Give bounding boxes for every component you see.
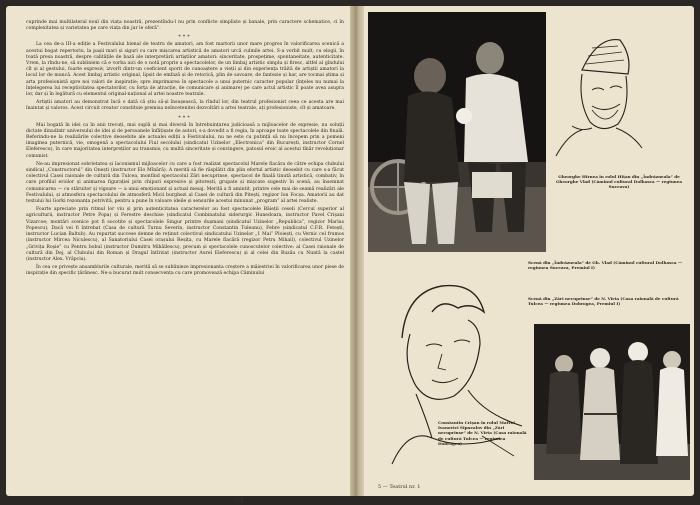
caption-indrazneala-scene: Scenă din „Îndrăzneala” de Gh. Vlad (Căminul cultural Dolhasca — regiunea Suceava, Premiul I) [528,260,683,271]
page-footer: 5 — Teatrul nr. 1 [378,484,421,490]
caption-gheorghe-hirnea: Gheorghe Hîrnea în rolul Hițan din „Îndrăzneala” de Gheorghe Vlad (Căminul cultural Dolhasca — regiunea Suceava) [555,174,683,190]
right-page [368,6,694,496]
stage-photo-top [368,12,546,252]
section-separator: *** [178,114,192,121]
paragraph-intro: cuprinde mai multilateral noul din viața noastră, prezentîndu-l nu prin conflicte simpliste și banale, prin caractere schematice, ci în complexitatea și varietatea pe care viața din jur le oferă”. [26,20,344,32]
page-number: 64 [234,496,245,505]
book-gutter [350,6,364,496]
paragraph-festival: La cea de-a III-a ediție a Festivalului bienal de teatru de amatori, am fost martorii unor mare progres în valorificarea scenică a acestui bogat repertoriu, la pașii mari și siguri cu care mișcarea artistică de amatori urcă culmile artei. S-a vorbit mult, cu elogii, în toată presa noastră, despre calitățile de bază ale interpretării artiștilor amatori: sinceritate, prospețime, spontaneitate, autenticitate. Vrem, la rîndu-ne, să subliniem că e vorba aici de o notă proprie a spectacolelor, de un limbaj artistic simplu și firesc, altfel al gîndului cît și al gestului, foarte expresiv, izvorît dintr-un coeficient sporit de cunoaștere a vieții și din experiența trăită de artiștii amatori la locul lor de muncă. Acest limbaj artistic original, lipsit de emfază și de retorică, plin de savoare, de fantezie și har, are tocmai știma și arta profesionistă spre noi valori de inspirație; spre imprimarea în spectacole a unui puternic caracter popular (înțeles nu numai la înțelegerea lui receptivitatea spectatorilor, cu forța de atracție, de comunicare și animare) pe care actul artistic îl poate avea asupra lor, dar și în legătură cu elementul original-național al artei noastre teatrale. [26,42,344,98]
caption-zari-necuprinse: Scenă din „Zări necuprinse” de N. Vîrta (Casa raională de cultură Tulcea — regiunea Dobrogea, Premiul I) [528,296,679,307]
left-page [26,20,344,505]
paragraph-regia: Mai bogată în idei ca în anii trecuți, mai suplă și mai diversă în întrebuințarea judicioasă a mijloacelor de expresie, nu soluții dictate dinadintr universului de idei și de persoanele înfățișate de autori, s-a dovedit a fi regia, în aproape toate spectacolele din finală. Referindu-ne la realizările colective deosebite ale actualei ediții a Festivalului, nu ne este cu putință să nu începem prin a pomeni imaginea puternică, vie, omogenă a spectacolului Fiul secolului (sindicatul Uzinelor „Electronica” din București, instructor Cornel Eleferescu), în care majoritatea interpreților au transmis, cu multă sinceritate și convingere, patosul eroic al acestui tînăr revoluționar comunist. [26,122,344,159]
paragraph-ansambluri: În cea ce privește ansamblurile culturale, merită să se sublinieze impresionanta creștere a măiestriei în valorificarea unor piese de inspirație din specific țărănesc. Ne-a bucurat mult consecvența cu care promovează echipa Căminului [26,265,344,277]
section-separator: *** [178,34,192,41]
stage-photo-bottom [534,324,690,480]
book-spread [6,6,694,505]
caption-constantin-crisan: Constantin Crișan în rolul Matvei Ivanovici Sîpnealov din „Zări necuprinse” de N. Vîrta (Casa raională de cultură Tulcea — regiunea Dobrogea) [438,420,527,446]
paragraph-amatori: Artiștii amatori au demonstrat încă o dată că știu să-și însușească, la rîndul lor, din teatrul profesionist ceea ce acesta are mai înaintat și valoros. Acest circuit creator constituie premisa neîncetenitei dezvoltări a artei teatrale, ați profesioniste, cît și amatoare. [26,100,344,112]
sketch-portrait-hirnea [552,30,648,160]
paragraph-spectacole: Foarte apreciate prin ritmul lor viu și prin autenticitatea caracterelor au fost spectacolele Băieții ceseli (Cercul superior al agriculturii, instructor Petre Popa) și Ferestre deschise (sindicatul Combinatului siderurgic Hunedoara, instructor Pavel Crișani Vizarcoe; montări scenice pot fi socotite și spectacolele Singur printre dușmani (sindicatul Uzinelor „Republica”, regizor Marius Popescu), Dacă vei fi întrebat (Casa de cultură Turnu Severin, instructor Constantin Tuleanu), Febre (sindicatul C.F.R. Fetești, instructor Lucian Baltub). Au repurtat succese demne de reținut colectivul sindicatului Uzinelor „1 Mai” Ploiești, cu Vernic cel frumos (instructor Mircea Niculescu), al Sanatoriului Casei orașului Reșița, cu Marele flacără (regizor Petru Mihail), colectivul Uzinelor „Grivița Roșie” cu Pentru bobul (instructor Dumitru Mihăilescu), precum și spectacolele cunoscutelor colective: al Casei raionale de cultură din Dej, al Clubului din Roman și Dragul întîrziat (instructor Aurel Eleferescu) și al celei din Buzău cu Nuntă la castel (instructor Alex. Vrăpciu). [26,207,344,262]
paragraph-sobrietate: Ne-au impresionat sobrietatea și laconismul mijloacelor cu care a fost realizat spectacolul Marele flacăra de către echipa clubului sindical „Constructorul” din Onești (instructor Elo Mînără). A merită să fie răsplătit din plin efortul artistic deosebit cu care s-a făcut colectivul Casei raionale de cultură din Tulcea, montînd spectacolul Zări necuprinse, spectacol de finală tinută artistică, combativ, în care profilul eroilor și animarea figurației prin chipuri expresive și pitorești, grupate și mișcate sugestiv în scenă, au însemnat comunicarea — cu stăruitor și vigoare — a unui emoționant și actual mesaj. Merită a fi amintit, printre cele mai de seamă realizări ale Festivalului, și atmosfera spectacolului de atmosferă Micii burghezi al Casei de cultură din Pitești, regizor Ion Focșa. Amatorii au dat textului lui Gorki rezonanța potrivită, pentru a pune în valoare ideile și sensurile acestui minunat „program” al artei realiste. [26,161,344,205]
